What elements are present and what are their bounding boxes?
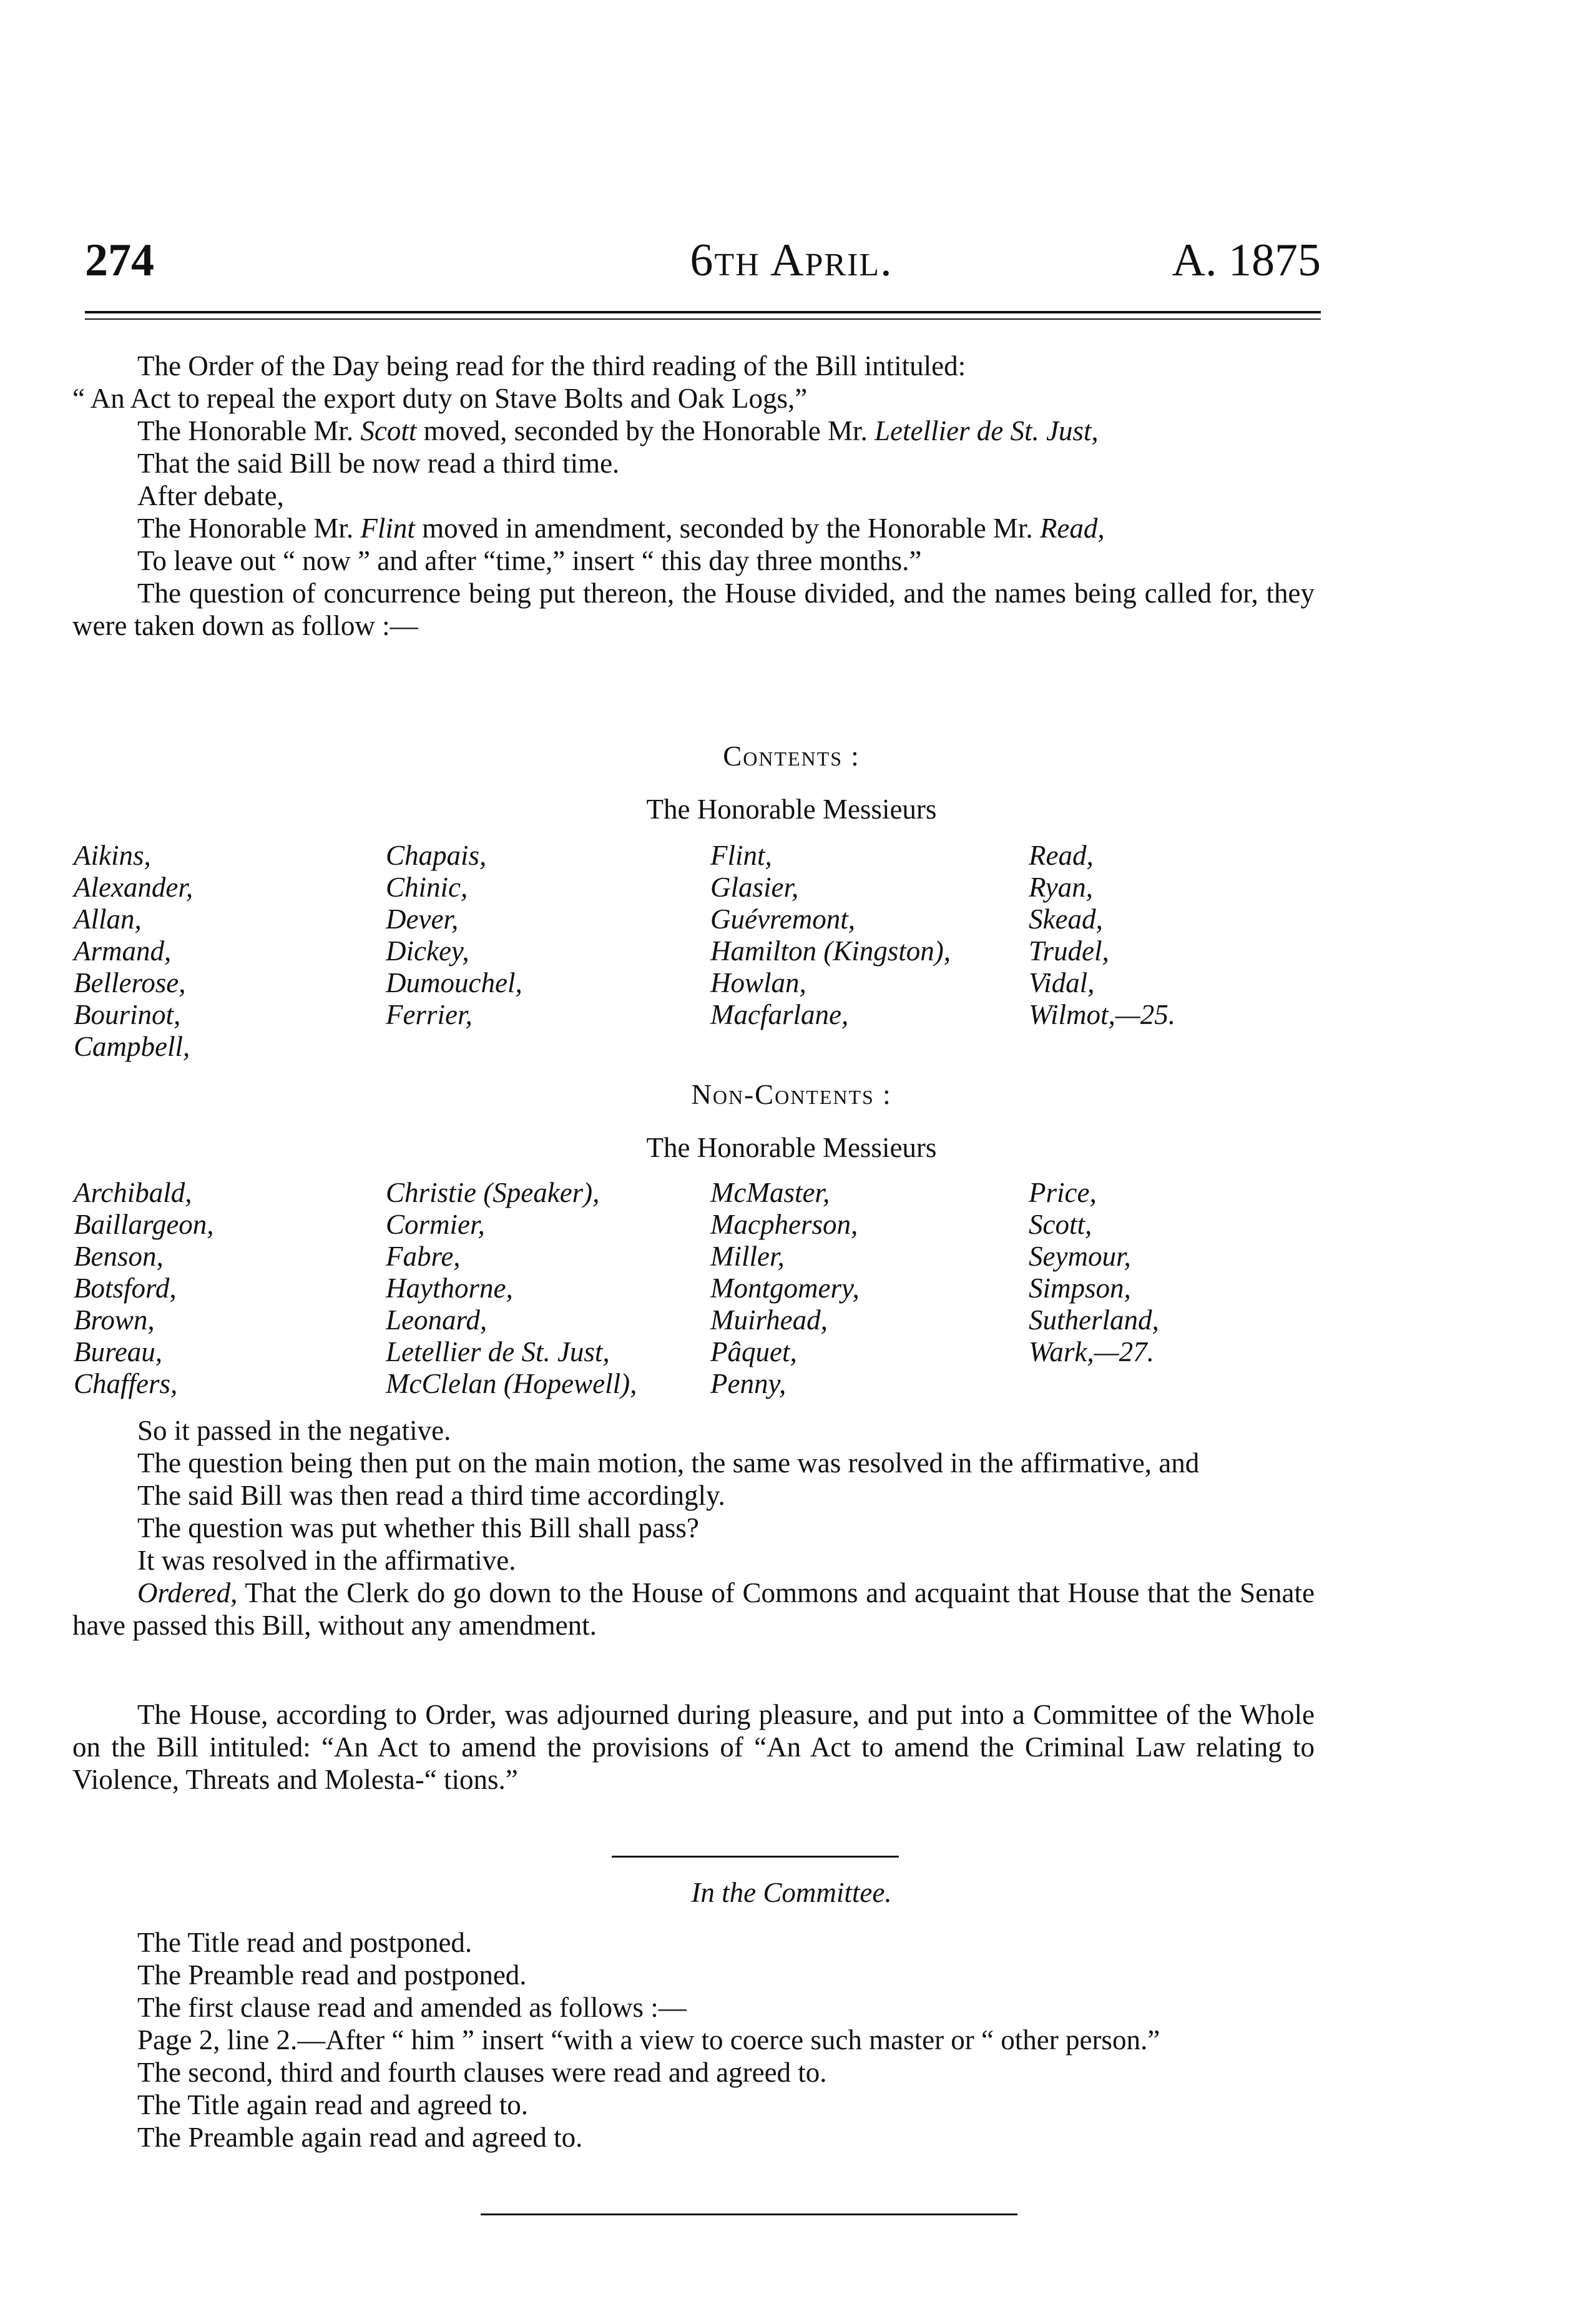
senator-name: Ryan, bbox=[1029, 872, 1093, 903]
paragraph: The first clause read and amended as follows :— bbox=[137, 1992, 687, 2023]
bill-title: “ An Act to repeal the export duty on Stave Bolts and Oak Logs,” bbox=[72, 383, 808, 414]
senator-name: Vidal, bbox=[1029, 967, 1095, 998]
senator-name: Bellerose, bbox=[74, 967, 186, 998]
senator-name: Ferrier, bbox=[386, 999, 473, 1030]
senator-name: Macpherson, bbox=[710, 1209, 858, 1240]
paragraph: The House, according to Order, was adjourned during pleasure, and put into a Committee of the Whole on the Bill intituled: “An Act to amend the provisions of “An Act to amend the Criminal Law relating to Violence, Threats and Molesta-“ tions.” bbox=[72, 1699, 1315, 1795]
senator-name: Leonard, bbox=[386, 1304, 488, 1336]
senator-name bbox=[386, 1031, 710, 1063]
senator-name: Montgomery, bbox=[710, 1273, 860, 1304]
footer-rule bbox=[481, 2213, 1017, 2215]
paragraph: The Honorable Mr. Flint moved in amendment, seconded by the Honorable Mr. Read, bbox=[137, 513, 1105, 544]
paragraph: Page 2, line 2.—After “ him ” insert “with a view to coerce such master or “ other person.” bbox=[137, 2024, 1160, 2056]
senator-name: Campbell, bbox=[74, 1031, 190, 1062]
non-contents-names-list bbox=[74, 1177, 1291, 1400]
divider bbox=[612, 1856, 899, 1858]
senator-name: Flint, bbox=[710, 840, 772, 871]
senator-name: Pâquet, bbox=[710, 1336, 797, 1367]
senator-name: Christie (Speaker), bbox=[386, 1177, 600, 1208]
result-section bbox=[72, 1414, 1315, 1642]
paragraph: That the said Bill be now read a third time. bbox=[137, 448, 620, 479]
contents-heading: Contents : bbox=[723, 741, 860, 772]
header-rule bbox=[85, 311, 1321, 320]
motion-section bbox=[72, 350, 1315, 642]
non-contents-heading: Non-Contents : bbox=[691, 1079, 892, 1110]
senator-name: Flint bbox=[360, 513, 415, 544]
paragraph: So it passed in the negative. bbox=[137, 1415, 451, 1446]
senator-name: Brown, bbox=[74, 1304, 155, 1336]
senator-name: Baillargeon, bbox=[74, 1209, 214, 1240]
senator-name: Bureau, bbox=[74, 1336, 163, 1367]
senator-name: Wilmot,—25. bbox=[1029, 999, 1176, 1030]
paragraph: After debate, bbox=[137, 480, 284, 511]
senator-name: Allan, bbox=[74, 904, 142, 935]
page-number: 274 bbox=[85, 235, 154, 286]
senator-name: Alexander, bbox=[74, 872, 194, 903]
senator-name: Bourinot, bbox=[74, 999, 181, 1030]
senator-name: Muirhead, bbox=[710, 1304, 828, 1336]
paragraph: The question was put whether this Bill shall pass? bbox=[137, 1512, 699, 1544]
page-date: 6th April. bbox=[690, 235, 893, 286]
paragraph: The said Bill was then read a third time accordingly. bbox=[137, 1480, 725, 1511]
paragraph: The Title read and postponed. bbox=[137, 1927, 473, 1958]
contents-names-list bbox=[74, 840, 1291, 1063]
paragraph: To leave out “ now ” and after “time,” insert “ this day three months.” bbox=[137, 545, 922, 576]
paragraph: The question of concurrence being put thereon, the House divided, and the names being called for, they were taken down as follow :— bbox=[72, 578, 1315, 641]
senator-name: Cormier, bbox=[386, 1209, 485, 1240]
senator-name: Howlan, bbox=[710, 967, 806, 998]
senator-name: Scott, bbox=[1029, 1209, 1092, 1240]
senator-name bbox=[1029, 1031, 1291, 1063]
senator-name: Trudel, bbox=[1029, 935, 1109, 967]
senator-name: Chinic, bbox=[386, 872, 468, 903]
senator-name: Aikins, bbox=[74, 840, 151, 871]
senator-name: Sutherland, bbox=[1029, 1304, 1159, 1336]
senator-name: Chaffers, bbox=[74, 1368, 178, 1399]
senator-name: Letellier de St. Just, bbox=[875, 415, 1099, 446]
contents-subheading: The Honorable Messieurs bbox=[646, 794, 937, 825]
paragraph: The Order of the Day being read for the third reading of the Bill intituled: “ An Act to repeal the export duty on Stave Bolts and Oak Logs,” bbox=[72, 350, 966, 414]
senator-name: McMaster, bbox=[710, 1177, 830, 1208]
non-contents-subheading: The Honorable Messieurs bbox=[646, 1132, 937, 1163]
committee-heading: In the Committee. bbox=[691, 1877, 892, 1908]
committee-section bbox=[72, 1926, 1315, 2154]
committee-intro bbox=[72, 1698, 1315, 1796]
senator-name: Dever, bbox=[386, 904, 459, 935]
senator-name: Archibald, bbox=[74, 1177, 192, 1208]
senator-name: Scott bbox=[360, 415, 417, 446]
senator-name: Chapais, bbox=[386, 840, 487, 871]
senator-name: Letellier de St. Just, bbox=[386, 1336, 610, 1367]
senator-name: Fabre, bbox=[386, 1241, 461, 1272]
senator-name: Benson, bbox=[74, 1241, 164, 1272]
senator-name: Botsford, bbox=[74, 1273, 177, 1304]
senator-name: Dumouchel, bbox=[386, 967, 522, 998]
senator-name: Wark,—27. bbox=[1029, 1336, 1154, 1367]
senator-name: Guévremont, bbox=[710, 904, 856, 935]
senator-name: Miller, bbox=[710, 1241, 785, 1272]
senator-name: Price, bbox=[1029, 1177, 1097, 1208]
senator-name bbox=[1029, 1368, 1291, 1400]
paragraph: The Preamble read and postponed. bbox=[137, 1959, 527, 1991]
senator-name: Seymour, bbox=[1029, 1241, 1131, 1272]
senator-name: Haythorne, bbox=[386, 1273, 513, 1304]
senator-name bbox=[710, 1031, 1029, 1063]
senator-name: Hamilton (Kingston), bbox=[710, 935, 951, 967]
senator-name: Skead, bbox=[1029, 904, 1103, 935]
paragraph: The second, third and fourth clauses were read and agreed to. bbox=[137, 2057, 827, 2088]
senator-name: Macfarlane, bbox=[710, 999, 849, 1030]
paragraph: The question being then put on the main motion, the same was resolved in the affirmative, and bbox=[137, 1447, 1200, 1479]
senator-name: McClelan (Hopewell), bbox=[386, 1368, 637, 1399]
page-year: A. 1875 bbox=[1172, 235, 1321, 286]
paragraph: Ordered, That the Clerk do go down to the House of Commons and acquaint that House that the Senate have passed this Bill, without any amendment. bbox=[72, 1577, 1315, 1641]
paragraph: The Preamble again read and agreed to. bbox=[137, 2122, 583, 2153]
paragraph: The Honorable Mr. Scott moved, seconded by the Honorable Mr. Letellier de St. Just, bbox=[137, 415, 1099, 446]
paragraph: It was resolved in the affirmative. bbox=[137, 1545, 516, 1576]
senator-name: Penny, bbox=[710, 1368, 787, 1399]
senator-name: Dickey, bbox=[386, 935, 469, 967]
senator-name: Read, bbox=[1029, 840, 1094, 871]
senator-name: Simpson, bbox=[1029, 1273, 1131, 1304]
senator-name: Armand, bbox=[74, 935, 172, 967]
senator-name: Read, bbox=[1039, 513, 1105, 544]
senator-name: Glasier, bbox=[710, 872, 799, 903]
paragraph: The Title again read and agreed to. bbox=[137, 2089, 529, 2120]
